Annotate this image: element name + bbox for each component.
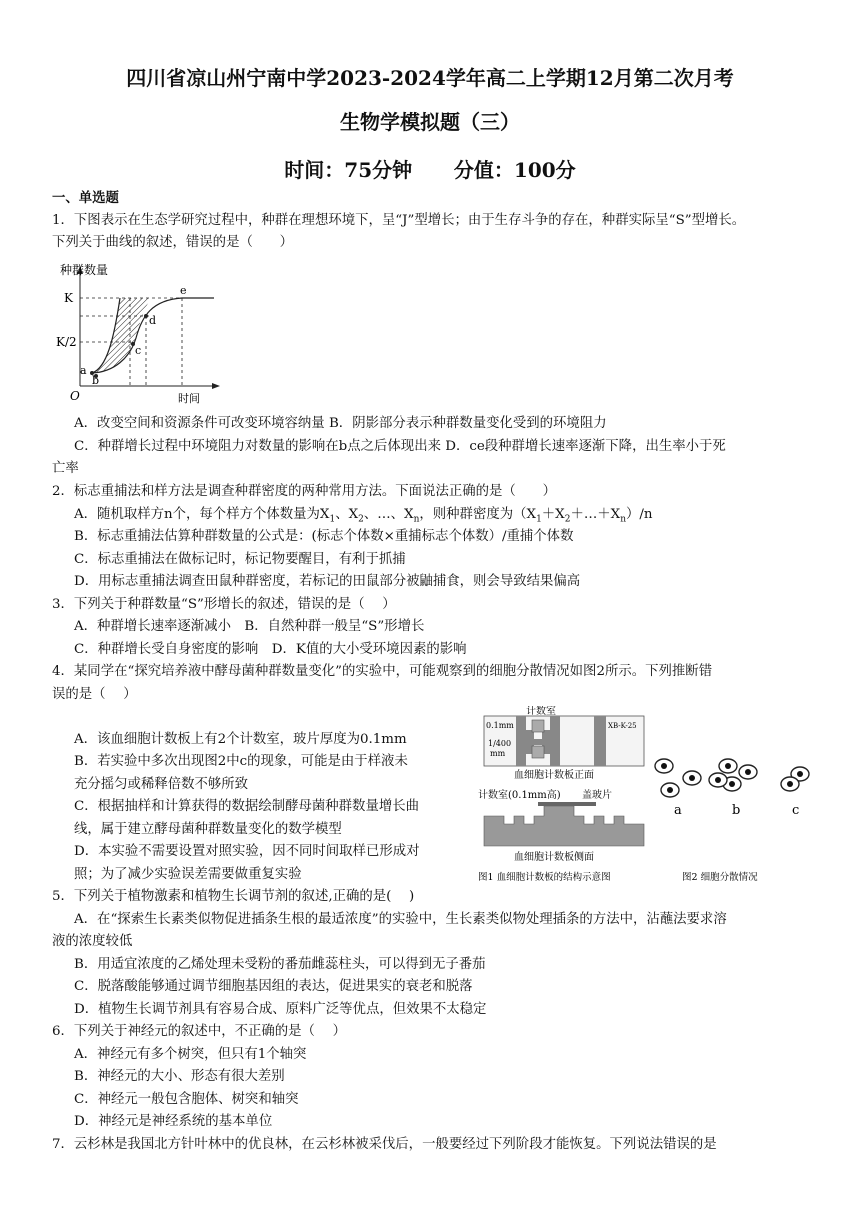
q3-options-cd: C．种群增长受自身密度的影响 D．K值的大小受环境因素的影响 xyxy=(74,642,467,657)
fig-front-caption: 血细胞计数板正面 xyxy=(514,770,594,781)
q7-stem: 7．云杉林是我国北方针叶林中的优良林，在云杉林被采伐后，一般要经过下列阶段才能恢复。下列说法错误的是 xyxy=(52,1137,717,1152)
fig2-label-c: c xyxy=(792,803,800,818)
q4-stem-line2: 误的是（ ） xyxy=(52,687,137,702)
q6-option-c: C．神经元一般包含胞体、树突和轴突 xyxy=(74,1092,299,1107)
q6-option-a: A．神经元有多个树突，但只有1个轴突 xyxy=(74,1047,307,1062)
q2-option-b: B．标志重捕法估算种群数量的公式是：(标志个体数×重捕标志个体数）/重捕个体数 xyxy=(74,529,574,544)
q5-stem: 5．下列关于植物激素和植物生长调节剂的叙述,正确的是( ) xyxy=(52,889,415,904)
exam-title: 四川省凉山州宁南中学2023-2024学年高二上学期12月第二次月考 xyxy=(126,66,734,90)
section-heading: 一、单选题 xyxy=(52,190,119,206)
graph-point-b: b xyxy=(92,374,100,387)
q6-stem: 6．下列关于神经元的叙述中，不正确的是（ ） xyxy=(52,1024,346,1039)
fig-side-caption: 血细胞计数板侧面 xyxy=(514,852,594,863)
q5-option-a-line1: A．在“探索生长素类似物促进插条生根的最适浓度”的实验中，生长素类似物处理插条的方法中，沾蘸法要求溶 xyxy=(74,912,727,927)
fig-coverslip: 盖玻片 xyxy=(582,790,612,801)
q4-hemocytometer-figure xyxy=(474,706,820,890)
fig2-label-a: a xyxy=(674,803,682,818)
q4-option-c-line1: C．根据抽样和计算获得的数据绘制酵母菌种群数量增长曲 xyxy=(74,799,420,814)
graph-point-a: a xyxy=(80,364,87,377)
graph-xlabel: 时间 xyxy=(178,392,200,405)
q4-option-d-line1: D．本实验不需要设置对照实验，因不同时间取样已形成对 xyxy=(74,844,420,859)
fig-chamber-label: 计数室 xyxy=(526,706,556,717)
q3-stem: 3．下列关于种群数量“S”形增长的叙述，错误的是（ ） xyxy=(52,597,396,612)
q4-stem-line1: 4．某同学在“探究培养液中酵母菌种群数量变化”的实验中，可能观察到的细胞分散情况如图2所示。下列推断错 xyxy=(52,664,713,679)
graph-point-d: d xyxy=(149,314,157,327)
fig-model: XB-K-25 xyxy=(608,722,637,730)
graph-point-c: c xyxy=(135,344,142,357)
fig2-label-b: b xyxy=(732,803,741,818)
fig-frac-top: 1/400 xyxy=(488,739,512,748)
q6-option-d: D．神经元是神经系统的基本单位 xyxy=(74,1114,273,1129)
q4-option-b-line1: B．若实验中多次出现图2中c的现象，可能是由于样液未 xyxy=(74,754,408,769)
fig1-caption: 图1 血细胞计数板的结构示意图 xyxy=(478,872,611,883)
graph-k2-label: K/2 xyxy=(56,335,77,349)
fig2-cells xyxy=(655,759,809,797)
fig-frac-unit: mm xyxy=(490,749,506,758)
q1-options-cd-line1: C．种群增长过程中环境阻力对数量的影响在b点之后体现出来 D．ce段种群增长速率逐渐下降，出生率小于死 xyxy=(74,439,726,454)
graph-k-label: K xyxy=(64,291,73,305)
graph-origin: O xyxy=(70,389,80,403)
q4-option-d-line2: 照；为了减少实验误差需要做重复实验 xyxy=(74,867,302,882)
graph-point-e: e xyxy=(180,284,187,297)
q1-stem-line2: 下列关于曲线的叙述，错误的是（ ） xyxy=(52,235,294,250)
q5-option-b: B．用适宜浓度的乙烯处理未受粉的番茄雌蕊柱头，可以得到无子番茄 xyxy=(74,957,486,972)
q1-population-graph xyxy=(52,258,232,406)
q2-option-c: C．标志重捕法在做标记时，标记物要醒目，有利于抓捕 xyxy=(74,552,406,567)
q1-stem-line1: 1．下图表示在生态学研究过程中，种群在理想环境下，呈“J”型增长；由于生存斗争的存在，种群实际呈“S”型增长。 xyxy=(52,213,746,228)
fig-0-1mm: 0.1mm xyxy=(486,721,514,730)
q4-option-b-line2: 充分摇匀或稀释倍数不够所致 xyxy=(74,777,249,792)
q4-option-a: A．该血细胞计数板上有2个计数室，玻片厚度为0.1mm xyxy=(74,732,407,747)
q5-option-d: D．植物生长调节剂具有容易合成、原料广泛等优点，但效果不太稳定 xyxy=(74,1002,487,1017)
q6-option-b: B．神经元的大小、形态有很大差别 xyxy=(74,1069,285,1084)
exam-subtitle: 生物学模拟题（三） xyxy=(340,110,520,134)
q1-options-cd-line2: 亡率 xyxy=(52,461,79,476)
fig-chamber-height: 计数室(0.1mm高) xyxy=(478,790,561,801)
q3-options-ab: A．种群增长速率逐渐减小 B．自然种群一般呈“S”形增长 xyxy=(74,619,425,634)
q5-option-c: C．脱落酸能够通过调节细胞基因组的表达，促进果实的衰老和脱落 xyxy=(74,979,473,994)
graph-ylabel: 种群数量 xyxy=(60,263,109,277)
fig2-caption: 图2 细胞分散情况 xyxy=(682,872,758,883)
q1-options-ab: A．改变空间和资源条件可改变环境容纳量 B．阴影部分表示种群数量变化受到的环境阻力 xyxy=(74,416,607,431)
exam-time-score: 时间：75分钟 分值：100分 xyxy=(284,158,576,182)
q5-option-a-line2: 液的浓度较低 xyxy=(52,934,133,949)
q4-option-c-line2: 线，属于建立酵母菌种群数量变化的数学模型 xyxy=(74,822,342,837)
q2-option-d: D．用标志重捕法调查田鼠种群密度，若标记的田鼠部分被鼬捕食，则会导致结果偏高 xyxy=(74,574,581,589)
q2-stem: 2．标志重捕法和样方法是调查种群密度的两种常用方法。下面说法正确的是（ ） xyxy=(52,484,556,499)
q2-option-a: A．随机取样方n个，每个样方个体数量为$X_1$、$X_2$、…、$X_n$，则种群密度为$(X_1+X_2+\dots+X_n)/n$ xyxy=(74,507,653,525)
